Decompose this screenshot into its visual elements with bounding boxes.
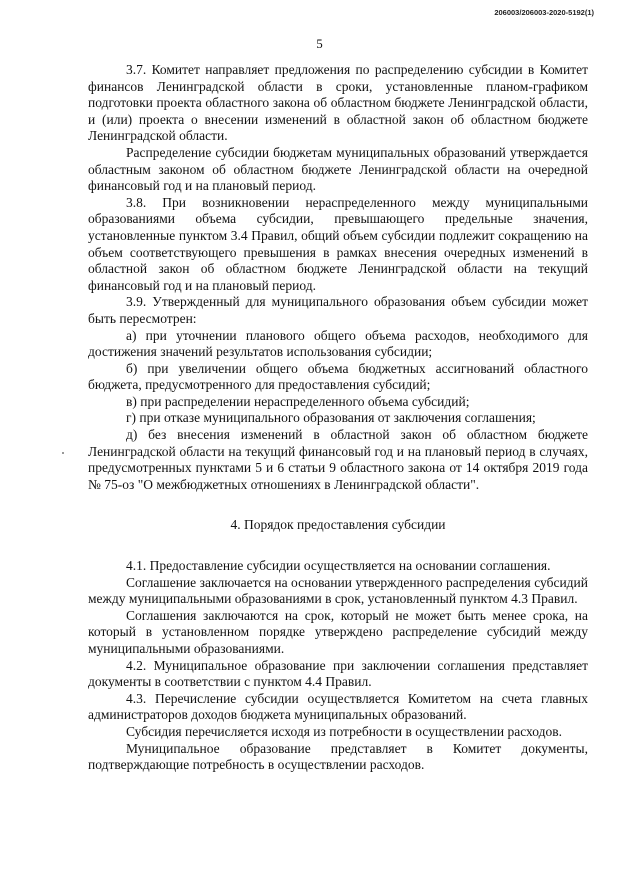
- section-title: 4. Порядок предоставления субсидии: [230, 517, 446, 533]
- paragraph-3-7: 3.7. Комитет направляет предложения по распределению субсидии в Комитет финансов Ленинградской области в сроки, установленные планом-графиком подготовки проекта областного закона об областном бюджете Ленинградской области, и (или) проекта о внесении изменений в областной закон об областном бюджете Ленинградской области.: [88, 62, 588, 144]
- page-number: 5: [316, 36, 323, 51]
- document-body: [88, 62, 588, 774]
- list-item-v: в) при распределении нераспределенного объема субсидий;: [126, 393, 470, 409]
- list-item-g: г) при отказе муниципального образования от заключения соглашения;: [126, 410, 536, 426]
- paragraph-4-2: 4.2. Муниципальное образование при заключении соглашения представляет документы в соответствии с пунктом 4.4 Правил.: [88, 657, 588, 690]
- paragraph-documents: Муниципальное образование представляет в Комитет документы, подтверждающие потребность в осуществлении расходов.: [88, 740, 588, 773]
- paragraph-agreement-term: Соглашения заключаются на срок, который не может быть менее срока, на который в установленном порядке утверждено распределение субсидий между муниципальными образованиями.: [88, 607, 588, 656]
- list-item-b: б) при увеличении общего объема бюджетных ассигнований областного бюджета, предусмотренного для предоставления субсидий;: [88, 360, 588, 393]
- document-id: 206003/206003-2020-5192(1): [494, 8, 594, 17]
- scan-speck: [62, 452, 64, 454]
- list-item-a: а) при уточнении планового общего объема расходов, необходимого для достижения значений результатов использования субсидии;: [88, 327, 588, 360]
- paragraph-3-9: 3.9. Утвержденный для муниципального образования объем субсидии может быть пересмотрен:: [88, 294, 588, 326]
- list-item-d: д) без внесения изменений в областной закон об областном бюджете Ленинградской области на текущий финансовый год и на плановый период в случаях, предусмотренных пунктами 5 и 6 статьи 9 областного закона от 14 октября 2019 года № 75-оз "О межбюджетных отношениях в Ленинградской области".: [88, 427, 588, 492]
- paragraph-distribution: Распределение субсидии бюджетам муниципальных образований утверждается областным законом об областном бюджете Ленинградской области на очередной финансовый год и на плановый период.: [88, 144, 588, 194]
- paragraph-agreement-basis: Соглашение заключается на основании утвержденного распределения субсидий между муниципальными образованиями в срок, установленный пунктом 4.3 Правил.: [88, 574, 588, 607]
- paragraph-transfer-need: Субсидия перечисляется исходя из потребности в осуществлении расходов.: [126, 723, 563, 739]
- paragraph-4-1: 4.1. Предоставление субсидии осуществляется на основании соглашения.: [126, 558, 551, 574]
- paragraph-4-3: 4.3. Перечисление субсидии осуществляется Комитетом на счета главных администраторов доходов бюджета муниципальных образований.: [88, 690, 588, 723]
- paragraph-3-8: 3.8. При возникновении нераспределенного между муниципальными образованиями объема субсидии, превышающего предельные значения, установленные пунктом 3.4 Правил, общий объем субсидии подлежит сокращению на объем соответствующего превышения в рамках внесения очередных изменений в областной закон об областном бюджете Ленинградской области на текущий финансовый год и на плановый период.: [88, 194, 588, 293]
